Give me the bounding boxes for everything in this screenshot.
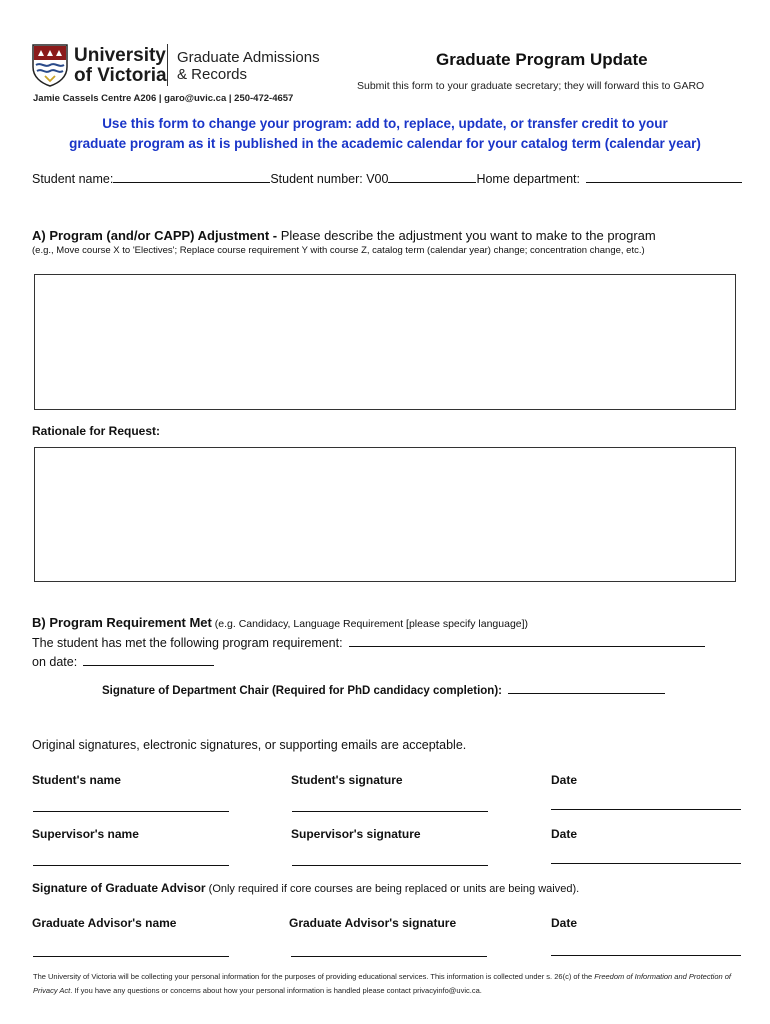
requirement-date-label: on date: <box>32 655 78 669</box>
section-b-heading-bold: B) Program Requirement Met <box>32 615 212 630</box>
student-name-field[interactable] <box>113 170 270 183</box>
student-info-row <box>32 170 742 186</box>
logo-department-line2: & Records <box>177 66 248 83</box>
logo-divider <box>167 44 168 86</box>
student-signature-line[interactable] <box>292 811 488 812</box>
graduate-advisor-signature-label: Graduate Advisor's signature <box>289 916 457 930</box>
signatures-intro: Original signatures, electronic signatures, or supporting emails are acceptable. <box>32 738 467 752</box>
rationale-label: Rationale for Request: <box>32 424 161 438</box>
graduate-advisor-signature-line[interactable] <box>291 956 487 957</box>
graduate-advisor-name-line[interactable] <box>33 956 229 957</box>
graduate-advisor-heading-bold: Signature of Graduate Advisor <box>32 881 206 895</box>
student-name-label: Student name: <box>32 172 114 186</box>
form-subtitle: Submit this form to your graduate secretary; they will forward this to GARO <box>357 80 705 92</box>
student-name-line[interactable] <box>33 811 229 812</box>
graduate-advisor-date-label: Date <box>551 916 578 930</box>
notice-line-1: Use this form to change your program: add to, replace, update, or transfer credit to your <box>102 116 668 131</box>
requirement-date-field[interactable] <box>83 653 214 666</box>
student-signature-label: Student's signature <box>291 773 403 787</box>
home-department-label: Home department: <box>476 172 580 186</box>
home-department-field[interactable] <box>586 170 742 183</box>
contact-info: Jamie Cassels Centre A206 | garo@uvic.ca | 250-472-4657 <box>33 93 294 104</box>
act-name-2: and Protection of Privacy Act <box>33 972 732 995</box>
section-b-heading-text: (e.g. Candidacy, Language Requirement [please specify language]) <box>211 618 529 630</box>
section-a-heading-text: Please describe the adjustment you want to make to the program <box>277 228 656 243</box>
requirement-field[interactable] <box>349 634 705 647</box>
supervisor-date-label: Date <box>551 827 578 841</box>
graduate-advisor-heading <box>32 881 579 895</box>
privacy-footer <box>33 970 738 998</box>
form-title: Graduate Program Update <box>436 50 648 69</box>
section-a-example: (e.g., Move course X to 'Electives'; Replace course requirement Y with course Z, catalog term (calendar year) change; concentration change, etc.) <box>32 245 645 256</box>
logo-wordmark <box>74 46 167 86</box>
adjustment-description-box[interactable] <box>34 274 736 410</box>
student-date-line[interactable] <box>551 809 741 810</box>
supervisor-date-line[interactable] <box>551 863 741 864</box>
requirement-date-row <box>32 653 214 669</box>
logo-department <box>177 49 320 83</box>
privacy-text-1: The University of Victoria will be collecting your personal information for the purposes of providing educational services. This information is collected under s. 26(c) of the <box>33 972 595 981</box>
section-a-heading-bold: A) Program (and/or CAPP) Adjustment - <box>32 228 278 243</box>
graduate-advisor-date-line[interactable] <box>551 955 741 956</box>
supervisor-name-label: Supervisor's name <box>32 827 139 841</box>
chair-signature-field[interactable] <box>508 681 665 694</box>
logo-university-text: University <box>74 45 166 66</box>
graduate-advisor-heading-text: (Only required if core courses are being replaced or units are being waived). <box>205 883 580 895</box>
section-b-heading <box>32 615 528 630</box>
supervisor-signature-line[interactable] <box>292 865 488 866</box>
student-number-field[interactable] <box>388 170 476 183</box>
logo-of-victoria-text: of Victoria <box>74 65 167 86</box>
supervisor-name-line[interactable] <box>33 865 229 866</box>
privacy-text-2: . If you have any questions or concerns about how your personal information is handled please contact privacyinfo@uvic.ca. <box>70 986 482 995</box>
act-name-1: Freedom of Information <box>594 972 673 981</box>
student-name-sig-label: Student's name <box>32 773 121 787</box>
student-number-label: Student number: V00 <box>270 172 389 186</box>
section-a-heading <box>32 228 656 243</box>
university-crest-logo <box>31 43 69 87</box>
graduate-advisor-name-label: Graduate Advisor's name <box>32 916 177 930</box>
rationale-box[interactable] <box>34 447 736 582</box>
chair-signature-row <box>102 681 665 697</box>
student-date-label: Date <box>551 773 578 787</box>
requirement-label: The student has met the following program requirement: <box>32 636 343 650</box>
requirement-row <box>32 634 705 650</box>
logo-department-line1: Graduate Admissions <box>177 49 320 66</box>
chair-signature-label: Signature of Department Chair (Required for PhD candidacy completion): <box>102 685 502 697</box>
supervisor-signature-label: Supervisor's signature <box>291 827 421 841</box>
notice-line-2: graduate program as it is published in the academic calendar for your catalog term (calendar year) <box>69 136 701 151</box>
